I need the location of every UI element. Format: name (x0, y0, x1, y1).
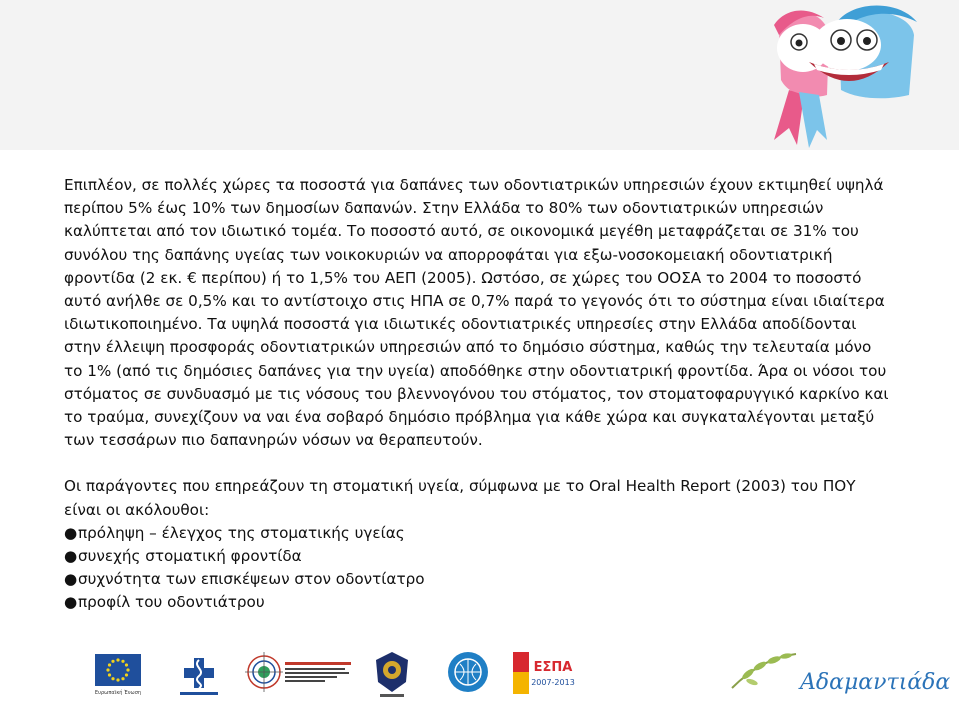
header-band (0, 0, 959, 150)
paragraph-2: Οι παράγοντες που επηρεάζουν τη στοματική υγεία, σύμφωνα με το Oral Health Report (2003) του ΠΟΥ είναι οι ακόλουθοι: (64, 477, 856, 519)
espa-text: ΕΣΠΑ (533, 660, 573, 675)
espa-years: 2007-2013 (531, 678, 575, 687)
eu-caption: Ευρωπαϊκή Ένωση (94, 690, 142, 696)
paragraph-1: Επιπλέον, σε πολλές χώρες τα ποσοστά για δαπάνες των οδοντιατρικών υπηρεσιών έχουν εκτιμηθεί υψηλά περίπου 5% έως 10% των δημοσίων δαπανών. Στην Ελλάδα το 80% των οδοντιατρικών υπηρεσιών καλύπτεται από τον ιδιωτικό τομέα. Το ποσοστό αυτό, σε οικονομικά μεγέθη μεταφράζεται σε 31% του συνόλου της δαπάνης υγείας των νοικοκυριών να απορροφάται για εξω-νοσοκομειακή οδοντιατρική φροντίδα (2 εκ. € περίπου) ή το 1,5% του ΑΕΠ (2005). Ωστόσο, σε χώρες του ΟΟΣΑ το 2004 το ποσοστό αυτό ανήλθε σε 0,5% και το αντίστοιχο στις ΗΠΑ σε 0,7% παρά το γεγονός ότι το σύστημα είναι ιδιαίτερα ιδιωτικοποιημένο. Τα υψηλά ποσοστά για ιδιωτικές οδοντιατρικές υπηρεσίες στην Ελλάδα αποδίδονται στην έλλειψη προσφοράς οδοντιατρικών υπηρεσιών από το δημόσιο σύστημα, καθώς την τελευταία μόνο το 1% (από τις δημόσιες δαπάνες για την υγεία) αποδόθηκε στην οδοντιατρική φροντίδα. Άρα οι νόσοι του στόματος σε συνδυασμό με τις νόσους του βλεννογόνου του στόματος, τον στοματοφαρυγγικό καρκίνο και το τραύμα, συνεχίζουν να ναι ένα σοβαρό δημόσιο πρόβλημα για κάθε χώρα και συγκαταλέγονται μεταξύ των τεσσάρων πιο δαπανηρών νόσων να θεραπευτούν. (64, 176, 889, 450)
list-item: ●προφίλ του οδοντιάτρου (64, 591, 894, 614)
bullet-icon: ● (64, 570, 78, 589)
health-ministry-logo (178, 654, 220, 698)
emblem-badge-logo (372, 650, 412, 700)
eu-flag-logo (95, 654, 141, 686)
target-emblem-logo (245, 652, 283, 696)
sponsor-logos (0, 640, 959, 710)
espa-logo (513, 652, 577, 694)
brand-name: Αδαμαντιάδα (800, 670, 951, 695)
tooth-mascot-logo (769, 0, 919, 150)
doctors-of-the-world-logo (446, 650, 490, 694)
paragraph-spacer (64, 452, 894, 475)
factor-list (64, 522, 894, 615)
list-item: ●πρόληψη – έλεγχος της στοματικής υγείας (64, 522, 894, 545)
olive-branch-icon (722, 648, 802, 696)
list-item: ●συχνότητα των επισκέψεων στον οδοντίατρο (64, 568, 894, 591)
operational-programme-logo (285, 660, 351, 684)
bullet-icon: ● (64, 523, 78, 542)
bullet-icon: ● (64, 547, 78, 566)
list-item: ●συνεχής στοματική φροντίδα (64, 545, 894, 568)
main-content (64, 174, 894, 615)
bullet-icon: ● (64, 593, 78, 612)
